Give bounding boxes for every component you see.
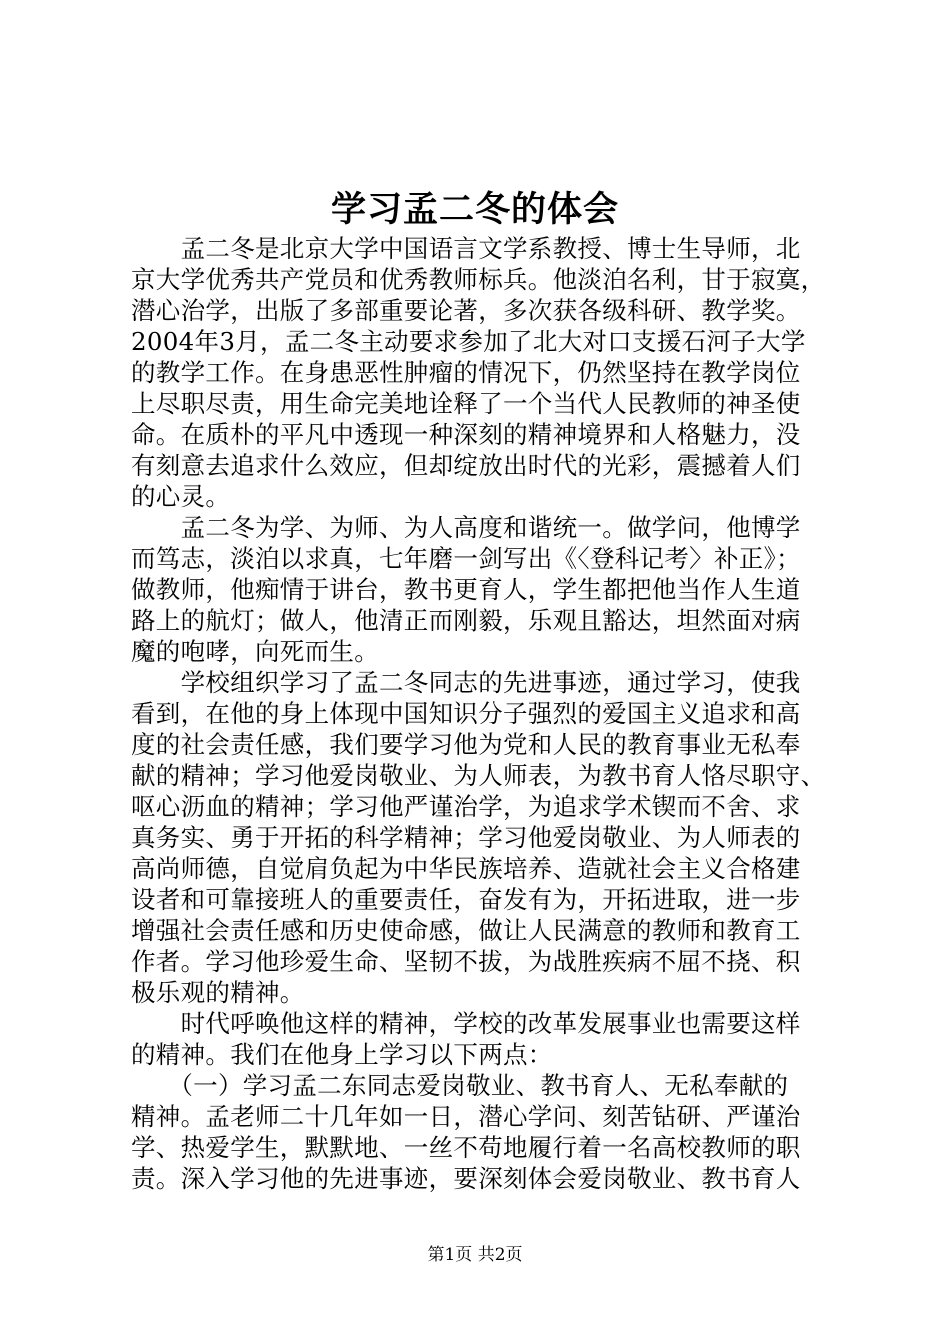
body-line: 时代呼唤他这样的精神，学校的改革发展事业也需要这样 bbox=[131, 1009, 801, 1038]
body-line: 命。在质朴的平凡中透现一种深刻的精神境界和人格魅力，没 bbox=[131, 420, 801, 449]
body-line: 的心灵。 bbox=[131, 482, 231, 511]
body-line: 而笃志，淡泊以求真，七年磨一剑写出《〈登科记考〉补正》； bbox=[131, 544, 801, 573]
body-line: 精神。孟老师二十几年如一日，潜心学问、刻苦钻研、严谨治 bbox=[131, 1102, 801, 1131]
body-line: 魔的咆哮，向死而生。 bbox=[131, 637, 379, 666]
body-line: 学校组织学习了孟二冬同志的先进事迹，通过学习，使我 bbox=[131, 668, 801, 697]
body-line: 高尚师德，自觉肩负起为中华民族培养、造就社会主义合格建 bbox=[131, 854, 801, 883]
body-line: 京大学优秀共产党员和优秀教师标兵。他淡泊名利，甘于寂寞， bbox=[131, 265, 826, 294]
body-line: 的教学工作。在身患恶性肿瘤的情况下，仍然坚持在教学岗位 bbox=[131, 358, 801, 387]
body-line: 极乐观的精神。 bbox=[131, 978, 305, 1007]
body-line: 真务实、勇于开拓的科学精神；学习他爱岗敬业、为人师表的 bbox=[131, 823, 801, 852]
body-line: （一）学习孟二东同志爱岗敬业、教书育人、无私奉献的 bbox=[131, 1071, 789, 1100]
body-line: 设者和可靠接班人的重要责任，奋发有为，开拓进取，进一步 bbox=[131, 885, 801, 914]
body-line: 上尽职尽责，用生命完美地诠释了一个当代人民教师的神圣使 bbox=[131, 389, 801, 418]
body-line: 做教师，他痴情于讲台，教书更育人，学生都把他当作人生道 bbox=[131, 575, 801, 604]
body-line: 有刻意去追求什么效应，但却绽放出时代的光彩，震撼着人们 bbox=[131, 451, 801, 480]
body-line: 作者。学习他珍爱生命、坚韧不拔，为战胜疾病不屈不挠、积 bbox=[131, 947, 801, 976]
page-footer: 第1页 共2页 bbox=[427, 1245, 523, 1265]
document-title: 学习孟二冬的体会 bbox=[330, 189, 619, 230]
body-line: 看到，在他的身上体现中国知识分子强烈的爱国主义追求和高 bbox=[131, 699, 801, 728]
body-line: 孟二冬是北京大学中国语言文学系教授、博士生导师，北 bbox=[131, 234, 801, 263]
body-line: 增强社会责任感和历史使命感，做让人民满意的教师和教育工 bbox=[131, 916, 801, 945]
document-body bbox=[131, 233, 831, 1194]
body-line: 度的社会责任感，我们要学习他为党和人民的教育事业无私奉 bbox=[131, 730, 801, 759]
body-line: 潜心治学，出版了多部重要论著，多次获各级科研、教学奖。 bbox=[131, 296, 801, 325]
body-line: 的精神。我们在他身上学习以下两点： bbox=[131, 1040, 553, 1069]
body-line: 学、热爱学生，默默地、一丝不苟地履行着一名高校教师的职 bbox=[131, 1133, 801, 1162]
body-line: 呕心沥血的精神；学习他严谨治学，为追求学术锲而不舍、求 bbox=[131, 792, 801, 821]
body-line: 献的精神；学习他爱岗敬业、为人师表，为教书育人恪尽职守、 bbox=[131, 761, 826, 790]
body-line: 2004年3月，孟二冬主动要求参加了北大对口支援石河子大学 bbox=[131, 327, 806, 356]
body-line: 路上的航灯；做人，他清正而刚毅，乐观且豁达，坦然面对病 bbox=[131, 606, 801, 635]
body-line: 责。深入学习他的先进事迹，要深刻体会爱岗敬业、教书育人 bbox=[131, 1164, 801, 1193]
body-line: 孟二冬为学、为师、为人高度和谐统一。做学问，他博学 bbox=[131, 513, 801, 542]
